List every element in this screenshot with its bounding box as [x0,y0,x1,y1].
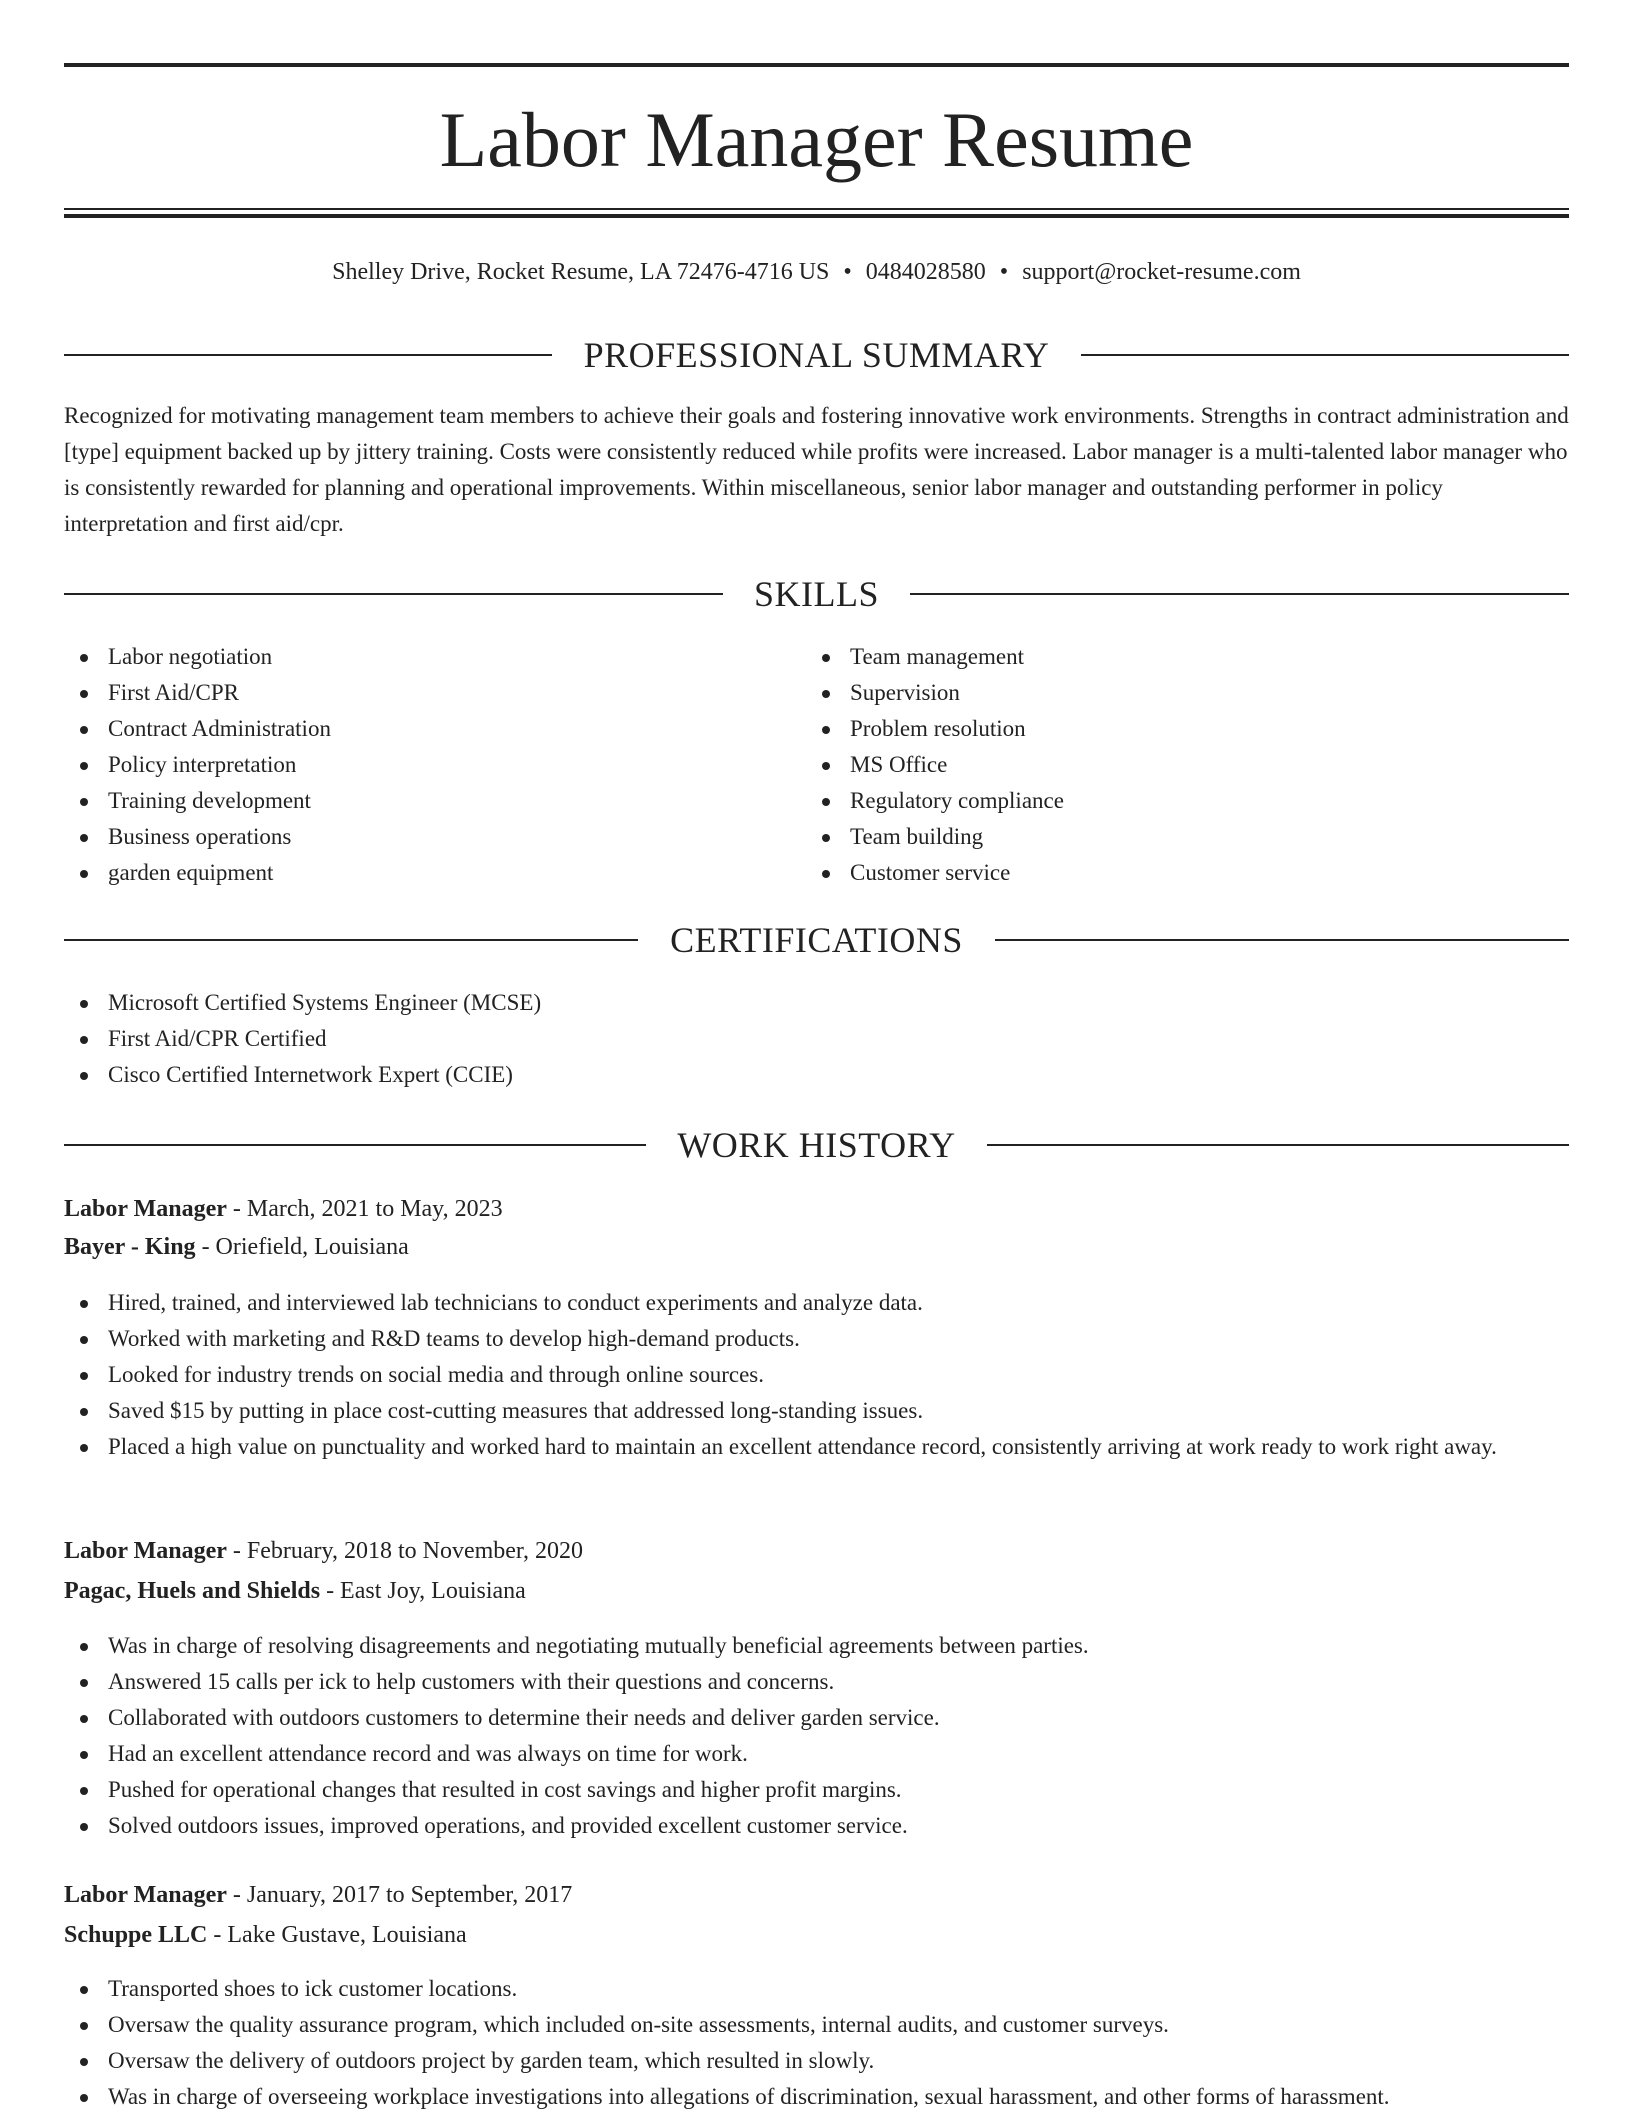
certifications-list [64,985,1569,1093]
certification-item: First Aid/CPR Certified [64,1021,1569,1057]
job-bullets [64,1971,1569,2115]
skill-item: Policy interpretation [64,747,764,783]
job-title: Labor Manager [64,1196,227,1222]
skill-item: Supervision [806,675,1506,711]
job-location: - Lake Gustave, Louisiana [207,1922,467,1948]
skill-item: Business operations [64,819,764,855]
job-bullet: Saved $15 by putting in place cost-cutting measures that addressed long-standing issues. [64,1393,1569,1429]
title-rule-thin [64,208,1569,210]
job-bullet: Transported shoes to ick customer locations. [64,1971,1569,2007]
job-bullet: Had an excellent attendance record and was always on time for work. [64,1736,1569,1772]
job-title-line [64,1877,572,1913]
skill-item: Team management [806,639,1506,675]
section-title: WORK HISTORY [677,1125,956,1165]
job-dates: - January, 2017 to September, 2017 [226,1882,573,1908]
job-bullet: Solved outdoors issues, improved operations, and provided excellent customer service. [64,1808,1569,1844]
skills-list-left [64,639,764,891]
section-heading-summary [64,333,1569,377]
skill-item: Team building [806,819,1506,855]
job-title: Labor Manager [64,1882,227,1908]
job-bullets [64,1285,1569,1465]
top-rule [64,63,1569,67]
job-bullet: Looked for industry trends on social media and through online sources. [64,1357,1569,1393]
job-company: Pagac, Huels and Shields [64,1578,321,1604]
job-bullets [64,1628,1569,1844]
job-bullet: Oversaw the quality assurance program, which included on-site assessments, internal audits, and customer surveys. [64,2007,1569,2043]
skill-item: MS Office [806,747,1506,783]
job-location: - Oriefield, Louisiana [195,1234,409,1260]
job-location: - East Joy, Louisiana [320,1578,526,1604]
job-bullet: Collaborated with outdoors customers to determine their needs and deliver garden service. [64,1700,1569,1736]
certification-item: Cisco Certified Internetwork Expert (CCIE) [64,1057,1569,1093]
job-title-line [64,1533,583,1569]
job-bullet: Oversaw the delivery of outdoors project by garden team, which resulted in slowly. [64,2043,1569,2079]
section-heading-work-history [64,1123,1569,1167]
job-company-line [64,1917,467,1953]
skills-list-right [806,639,1506,891]
job-bullet: Placed a high value on punctuality and worked hard to maintain an excellent attendance record, consistently arriving at work ready to work right away. [64,1429,1569,1465]
job-dates: - March, 2021 to May, 2023 [226,1196,503,1222]
skill-item: Training development [64,783,764,819]
job-bullet: Was in charge of overseeing workplace investigations into allegations of discrimination, sexual harassment, and other forms of harassment. [64,2079,1569,2115]
job-bullet: Was in charge of resolving disagreements and negotiating mutually beneficial agreements between parties. [64,1628,1569,1664]
skill-item: Regulatory compliance [806,783,1506,819]
section-title: CERTIFICATIONS [670,920,963,960]
job-company: Bayer - King [64,1234,196,1260]
section-heading-certifications [64,918,1569,962]
section-title: PROFESSIONAL SUMMARY [583,335,1050,375]
job-bullet: Worked with marketing and R&D teams to develop high-demand products. [64,1321,1569,1357]
summary-text: Recognized for motivating management team members to achieve their goals and fostering innovative work environments. Strengths in contract administration and [type] equipment backed up by jittery training. Costs were consistently reduced while profits were increased. Labor manager is a multi-talented labor manager who is consistently rewarded for planning and operational improvements. Within miscellaneous, senior labor manager and outstanding performer in policy interpretation and first aid/cpr. [64,403,1569,536]
job-bullet: Answered 15 calls per ick to help customers with their questions and concerns. [64,1664,1569,1700]
contact-separator: • [999,259,1009,285]
skill-item: garden equipment [64,855,764,891]
skill-item: Problem resolution [806,711,1506,747]
contact-address: Shelley Drive, Rocket Resume, LA 72476-4716 US [332,259,830,285]
job-company-line [64,1573,526,1609]
job-title: Labor Manager [64,1538,227,1564]
section-heading-skills [64,572,1569,616]
contact-separator: • [843,259,852,285]
skill-item: First Aid/CPR [64,675,764,711]
page-title: Labor Manager Resume [439,96,1194,183]
skill-item: Contract Administration [64,711,764,747]
job-bullet: Pushed for operational changes that resulted in cost savings and higher profit margins. [64,1772,1569,1808]
job-company-line [64,1229,409,1265]
section-title: SKILLS [753,574,879,614]
job-bullet: Hired, trained, and interviewed lab technicians to conduct experiments and analyze data. [64,1285,1569,1321]
contact-line [64,256,1569,288]
skill-item: Labor negotiation [64,639,764,675]
job-title-line [64,1191,503,1227]
title-rule-thick [64,214,1569,218]
job-company: Schuppe LLC [64,1922,208,1948]
contact-phone: 0484028580 [865,259,986,285]
certification-item: Microsoft Certified Systems Engineer (MCSE) [64,985,1569,1021]
contact-email: support@rocket-resume.com [1022,259,1301,285]
skill-item: Customer service [806,855,1506,891]
job-dates: - February, 2018 to November, 2020 [226,1538,583,1564]
